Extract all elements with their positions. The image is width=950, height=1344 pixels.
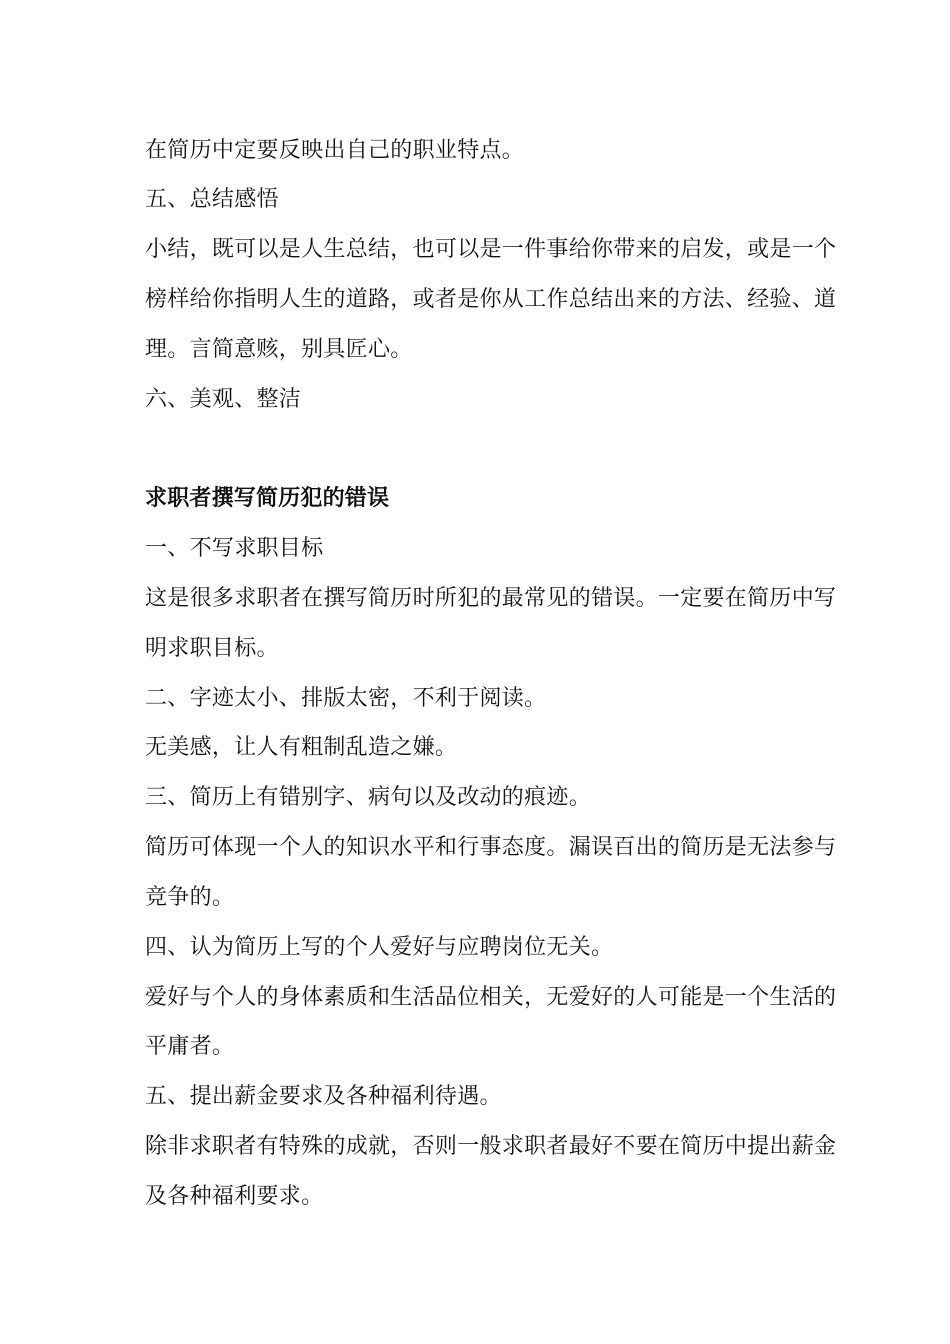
paragraph-line: 榜样给你指明人生的道路，或者是你从工作总结出来的方法、经验、道 [145,287,837,312]
section-title-resume-mistakes: 求职者撰写简历犯的错误 [145,486,390,511]
paragraph-line: 及各种福利要求。 [145,1184,324,1209]
paragraph-line: 这是很多求职者在撰写简历时所犯的最常见的错误。一定要在简历中写 [145,586,837,611]
list-heading-no-objective: 一、不写求职目标 [145,536,324,561]
paragraph-line: 小结，既可以是人生总结，也可以是一件事给你带来的启发，或是一个 [145,237,837,262]
paragraph-line: 无美感，让人有粗制乱造之嫌。 [145,735,458,760]
list-heading-typos: 三、简历上有错别字、病句以及改动的痕迹。 [145,785,592,810]
paragraph-line: 在简历中定要反映出自己的职业特点。 [145,138,525,163]
paragraph-line: 理。言简意赅，别具匠心。 [145,337,413,362]
paragraph-line: 竞争的。 [145,885,235,910]
list-heading-salary: 五、提出薪金要求及各种福利待遇。 [145,1084,502,1109]
list-heading-hobbies: 四、认为简历上写的个人爱好与应聘岗位无关。 [145,935,614,960]
paragraph-line: 简历可体现一个人的知识水平和行事态度。漏误百出的简历是无法参与 [145,835,837,860]
paragraph-line: 除非求职者有特殊的成就，否则一般求职者最好不要在简历中提出薪金 [145,1134,837,1159]
paragraph-line: 明求职目标。 [145,636,279,661]
section-heading-appearance: 六、美观、整洁 [145,387,302,412]
list-heading-small-text: 二、字迹太小、排版太密，不利于阅读。 [145,686,547,711]
paragraph-line: 平庸者。 [145,1034,235,1059]
section-heading-summary: 五、总结感悟 [145,187,279,212]
paragraph-line: 爱好与个人的身体素质和生活品位相关，无爱好的人可能是一个生活的 [145,985,837,1010]
